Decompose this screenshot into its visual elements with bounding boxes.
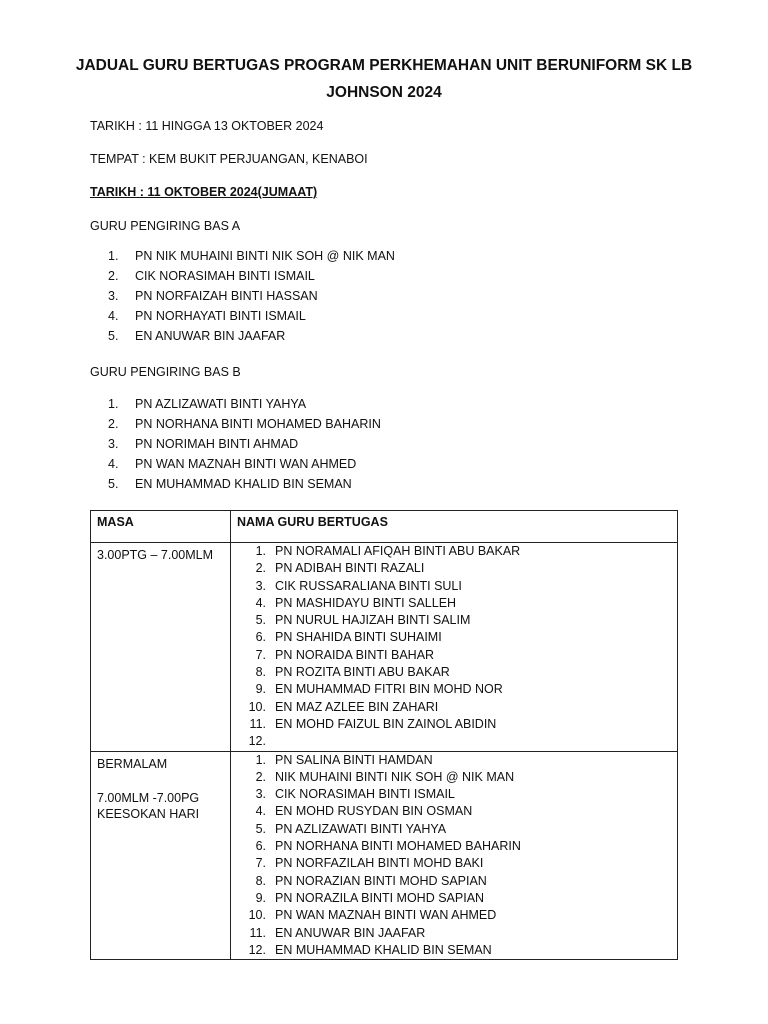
list-item-number: 9. — [255, 890, 266, 905]
list-item-number: 11. — [249, 716, 266, 731]
bus-a-list — [108, 246, 395, 346]
list-item-number: 3. — [108, 437, 119, 451]
list-item — [108, 286, 395, 306]
list-item-number: 3. — [255, 578, 266, 593]
list-item-number: 6. — [255, 630, 266, 645]
list-item-number: 2. — [108, 417, 119, 431]
list-item-number: 4. — [255, 804, 266, 819]
list-item-number: 1. — [255, 752, 266, 767]
list-item — [108, 306, 395, 326]
list-item-name: PN NORAMALI AFIQAH BINTI ABU BAKAR — [275, 544, 521, 558]
list-item — [231, 543, 677, 560]
list-item — [231, 838, 677, 855]
list-item — [108, 394, 381, 414]
list-item-number: 10. — [248, 908, 266, 923]
masa-cell — [91, 751, 231, 960]
list-item-name: PN NORAZILA BINTI MOHD SAPIAN — [275, 890, 485, 905]
list-item-name: PN AZLIZAWATI BINTI YAHYA — [135, 397, 307, 411]
list-item — [231, 629, 677, 646]
masa-text: 7.00MLM -7.00PG — [97, 790, 200, 805]
list-item — [231, 907, 677, 924]
list-item — [231, 821, 677, 838]
list-item-name: PN SHAHIDA BINTI SUHAIMI — [275, 630, 442, 645]
list-item-number: 4. — [108, 457, 119, 471]
list-item — [231, 752, 677, 769]
masa-text: 3.00PTG – 7.00MLM — [97, 548, 214, 562]
list-item-name: EN MUHAMMAD FITRI BIN MOHD NOR — [275, 682, 503, 697]
list-item — [108, 454, 381, 474]
list-item — [231, 664, 677, 681]
list-item-number: 4. — [255, 595, 266, 610]
list-item-number: 12. — [248, 734, 266, 749]
list-item-name: PN NURUL HAJIZAH BINTI SALIM — [275, 613, 471, 628]
list-item-name: PN NIK MUHAINI BINTI NIK SOH @ NIK MAN — [135, 249, 395, 263]
table-row — [91, 751, 678, 960]
list-item — [231, 769, 677, 786]
list-item — [108, 434, 381, 454]
list-item-name: EN MAZ AZLEE BIN ZAHARI — [275, 699, 439, 714]
list-item-number: 8. — [255, 873, 266, 888]
list-item-name: EN ANUWAR BIN JAAFAR — [275, 925, 426, 940]
nama-guru-header: NAMA GURU BERTUGAS — [231, 511, 678, 543]
list-item-name: EN MUHAMMAD KHALID BIN SEMAN — [275, 942, 492, 957]
list-item — [231, 681, 677, 698]
list-item — [231, 855, 677, 872]
list-item-number: 6. — [255, 839, 266, 854]
list-item — [231, 647, 677, 664]
list-item-name: PN AZLIZAWATI BINTI YAHYA — [275, 821, 447, 836]
day-heading: TARIKH : 11 OKTOBER 2024(JUMAAT) — [90, 185, 318, 199]
list-item-number: 5. — [108, 329, 119, 343]
list-item — [231, 612, 677, 629]
list-item-name: PN NORFAIZAH BINTI HASSAN — [135, 289, 318, 303]
masa-cell — [91, 543, 231, 752]
list-item-number: 7. — [255, 647, 266, 662]
list-item — [231, 716, 677, 733]
duty-list-cell — [231, 543, 678, 752]
list-item — [231, 873, 677, 890]
list-item — [231, 925, 677, 942]
list-item-number: 11. — [249, 925, 266, 940]
list-item-number: 2. — [108, 269, 119, 283]
list-item-number: 5. — [255, 821, 266, 836]
list-item — [231, 578, 677, 595]
list-item — [108, 266, 395, 286]
list-item-name: EN MOHD RUSYDAN BIN OSMAN — [275, 804, 473, 819]
list-item-name: PN NORFAZILAH BINTI MOHD BAKI — [275, 856, 484, 871]
list-item-name: PN NORHANA BINTI MOHAMED BAHARIN — [275, 839, 521, 854]
list-item — [108, 326, 395, 346]
list-item-number: 10. — [248, 699, 266, 714]
duty-table — [90, 510, 678, 960]
list-item-name: PN MASHIDAYU BINTI SALLEH — [275, 595, 457, 610]
list-item — [231, 560, 677, 577]
list-item — [108, 474, 381, 494]
list-item-name: PN ADIBAH BINTI RAZALI — [275, 561, 425, 576]
list-item-name: PN NORHAYATI BINTI ISMAIL — [135, 309, 306, 323]
list-item-number: 4. — [108, 309, 119, 323]
tempat-line: TEMPAT : KEM BUKIT PERJUANGAN, KENABOI — [90, 152, 368, 166]
list-item-name: PN NORAZIAN BINTI MOHD SAPIAN — [275, 873, 487, 888]
tarikh-line: TARIKH : 11 HINGGA 13 OKTOBER 2024 — [90, 119, 324, 133]
list-item-name: PN NORHANA BINTI MOHAMED BAHARIN — [135, 417, 381, 431]
list-item-name: EN ANUWAR BIN JAAFAR — [135, 329, 286, 343]
list-item — [231, 786, 677, 803]
list-item-name: CIK NORASIMAH BINTI ISMAIL — [275, 787, 455, 802]
list-item — [108, 414, 381, 434]
list-item-name: PN SALINA BINTI HAMDAN — [275, 752, 433, 767]
table-row — [91, 543, 678, 752]
list-item-name: EN MOHD FAIZUL BIN ZAINOL ABIDIN — [275, 716, 497, 731]
bus-a-heading: GURU PENGIRING BAS A — [90, 219, 241, 233]
list-item-number: 1. — [108, 249, 119, 263]
list-item — [231, 733, 677, 750]
list-item-number: 2. — [255, 769, 266, 784]
list-item-number: 9. — [255, 682, 266, 697]
masa-text: BERMALAM — [97, 756, 168, 771]
list-item-number: 1. — [108, 397, 119, 411]
list-item — [231, 595, 677, 612]
bus-b-list — [108, 394, 381, 494]
list-item-name: PN ROZITA BINTI ABU BAKAR — [275, 665, 450, 680]
list-item-name: PN NORAIDA BINTI BAHAR — [275, 647, 435, 662]
list-item — [231, 942, 677, 959]
list-item-name: CIK RUSSARALIANA BINTI SULI — [275, 578, 462, 593]
bus-b-heading: GURU PENGIRING BAS B — [90, 365, 241, 379]
table-header-row — [91, 511, 678, 543]
list-item-name: PN WAN MAZNAH BINTI WAN AHMED — [275, 908, 497, 923]
list-item — [231, 803, 677, 820]
document-title: JADUAL GURU BERTUGAS PROGRAM PERKHEMAHAN UNIT BERUNIFORM SK LB JOHNSON 2024 — [75, 57, 693, 101]
list-item — [231, 699, 677, 716]
list-item-number: 3. — [108, 289, 119, 303]
list-item-number: 5. — [255, 613, 266, 628]
masa-text: KEESOKAN HARI — [97, 806, 200, 821]
list-item — [231, 890, 677, 907]
spacer — [97, 772, 224, 790]
masa-header: MASA — [91, 511, 231, 543]
list-item-name: CIK NORASIMAH BINTI ISMAIL — [135, 269, 315, 283]
list-item-number: 7. — [255, 856, 266, 871]
list-item-number: 2. — [255, 561, 266, 576]
list-item-number: 5. — [108, 477, 119, 491]
duty-list-cell — [231, 751, 678, 960]
list-item-number: 12. — [248, 942, 266, 957]
list-item-name: NIK MUHAINI BINTI NIK SOH @ NIK MAN — [275, 769, 515, 784]
list-item — [108, 246, 395, 266]
list-item-name: EN MUHAMMAD KHALID BIN SEMAN — [135, 477, 352, 491]
list-item-number: 8. — [255, 665, 266, 680]
list-item-number: 3. — [255, 787, 266, 802]
list-item-name: PN WAN MAZNAH BINTI WAN AHMED — [135, 457, 357, 471]
list-item-number: 1. — [255, 544, 266, 558]
list-item-name: PN NORIMAH BINTI AHMAD — [135, 437, 299, 451]
